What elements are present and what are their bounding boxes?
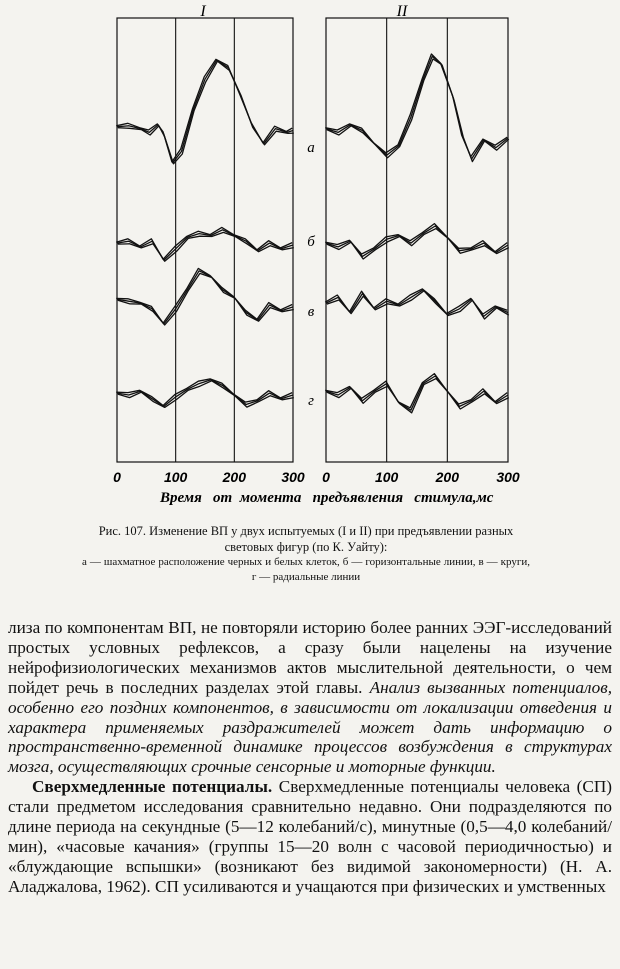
caption-legend: а — шахматное расположение черных и белых клеток, б — горизонтальные линии, в — круги, г — радиальные линии: [82, 556, 530, 583]
trace-II-а-2: [327, 59, 509, 162]
trace-I-в-0: [116, 268, 292, 323]
tick-label-I-0: 0: [113, 469, 121, 485]
paragraph-1: [8, 618, 612, 777]
trace-I-а-2: [118, 61, 294, 164]
trace-I-б-0: [116, 227, 292, 259]
x-axis-label: Время от момента предъявления стимула,мс: [160, 490, 494, 506]
panel-title-I: I: [200, 3, 206, 20]
caption-main: Рис. 107. Изменение ВП у двух испытуемых (I и II) при предъявлении разных световых фигур (по К. Уайту):: [98, 524, 514, 554]
row-label-а: а: [307, 140, 315, 156]
tick-label-I-200: 200: [222, 469, 247, 485]
trace-I-б-1: [117, 230, 293, 260]
figure-caption: [82, 523, 530, 585]
tick-label-II-100: 100: [374, 469, 399, 485]
paragraph-2: [8, 777, 612, 896]
paragraph-1-italic: Анализ вызванных потенциалов, особенно его поздних компонентов, в зависимости от локализации отведения и характера применяемых раздражителей может дать информацию о пространственно-временной динамике процессов возбуждения в структурах мозга, осуществляющих срочные сенсорные и моторные функции.: [8, 677, 612, 777]
body-text: [8, 618, 612, 897]
trace-I-в-1: [117, 271, 293, 324]
paragraph-1-normal: лиза по компонентам ВП, не повторяли историю более ранних ЭЭГ-исследований простых условных рефлексов, а сразу были нацелены на изучение нейрофизиологических механизмов актов мыслительной деятельности, о чем пойдет речь в последних разделах этой главы.: [8, 618, 612, 697]
panel-title-II: II: [396, 3, 408, 20]
trace-I-а-0: [116, 59, 292, 162]
row-label-б: б: [307, 234, 315, 250]
tick-label-II-0: 0: [322, 469, 330, 485]
tick-label-II-200: 200: [435, 469, 460, 485]
tick-label-I-300: 300: [281, 469, 305, 485]
trace-II-а-1: [326, 56, 508, 159]
row-label-в: в: [307, 304, 315, 320]
trace-I-б-2: [118, 232, 294, 261]
tick-label-II-300: 300: [496, 469, 520, 485]
row-label-г: г: [308, 393, 314, 409]
trace-I-в-2: [118, 273, 294, 325]
paragraph-2-normal: Сверхмедленные потенциалы человека (СП) стали предметом исследования сравнительно недавно. Они подразделяются по длине периода на секундные (5—12 колебаний/с), минутные (0,5—4,0 колебаний/мин), «часовые качания» (группы 15—20 волн с часовой периодичностью) и «блуждающие вспышки» (возникают без видимой закономерности) (Н. А. Аладжалова, 1962). СП усиливаются и учащаются при физических и умственных: [8, 777, 612, 896]
section-heading-slow-potentials: Сверхмедленные потенциалы.: [32, 777, 273, 797]
tick-label-I-100: 100: [163, 469, 188, 485]
